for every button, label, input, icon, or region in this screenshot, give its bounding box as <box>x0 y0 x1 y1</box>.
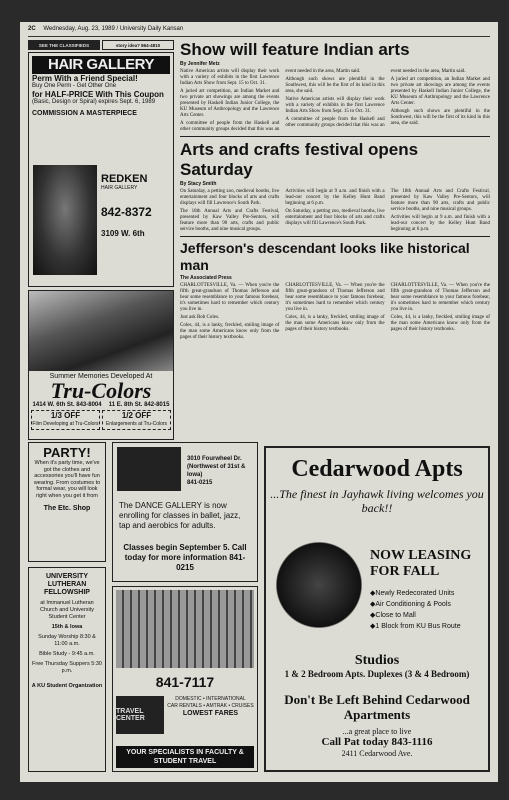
church-bible-study: Bible Study - 9:45 a.m. <box>39 651 95 657</box>
cedarwood-features <box>370 588 461 632</box>
coupon-enlargements: 1/2 OFF Enlargements at Tru-Colors <box>102 410 171 430</box>
cedarwood-units: Studios 1 & 2 Bedroom Apts. Duplexes (3 & 4 Bedroom) <box>284 653 470 679</box>
trucolors-addresses <box>29 402 173 408</box>
church-footer: A KU Student Organization <box>31 683 103 689</box>
feature-item: ◆ Close to Mall <box>370 610 461 621</box>
headline-arts-crafts: Arts and crafts festival opens Saturday <box>180 140 419 179</box>
classifieds-tag: SEE THE CLASSIFIEDS <box>28 40 100 50</box>
cedarwood-contact: ...a great place to live Call Pat today 843-1116 2411 Cedarwood Ave. <box>321 727 433 758</box>
trucolors-photo <box>29 291 173 371</box>
cedarwood-tagline: ...The finest in Jayhawk living welcomes you back!! <box>270 487 484 515</box>
trucolors-address-2: 11 E. 8th St. 842-8015 <box>108 402 170 408</box>
cedarwood-ad <box>264 446 490 772</box>
byline-arts-crafts: By Stacy Smith <box>180 181 217 187</box>
hair-salon-name: HAIR GALLERY <box>101 185 138 191</box>
church-suppers: Free Thursday Suppers 5:30 p.m. <box>32 661 102 674</box>
hair-commission: COMMISSION A MASTERPIECE <box>32 110 137 117</box>
travel-services: DOMESTIC • INTERNATIONAL CAR RENTALS • AMTRAK • CRUISES LOWEST FARES <box>167 696 254 717</box>
article-indian-arts: Native American artists will display their work with a variety of exhibits in the first Lawrence Indian Arts Show from Sept. 15 to Oct. 31. A juried art competition, an Indian Market and two private art showings are among the events presented by Haskell Indian Junior College, the KU Museum of Anthropology and the Lawrence Arts Center. A committee of people from the Haskell and other community groups decided that this was an event needed in the area, Martin said. Although such shows are plentiful in the Southwest, this will be the first of its kind in this area, she said. Native American artists will display their work with a variety of exhibits in the first Lawrence Indian Arts Show from Sept. 15 to Oct. 31. A committee of people from the Haskell and other community groups decided that this was an event needed in the area, Martin said. A juried art competition, an Indian Market and two private art showings are among the events presented by Haskell Indian Junior College, the KU Museum of Anthropology and the Lawrence Arts Center. Although such shows are plentiful in the Southwest, this will be the first of its kind in this area, she said. <box>180 69 490 132</box>
feature-item: ◆ Newly Redecorated Units <box>370 588 461 599</box>
byline-jefferson: The Associated Press <box>180 275 232 281</box>
article-arts-crafts: On Saturday, a petting zoo, medieval booths, live entertainment and four blocks of arts and crafts displays will fill Lawrence's South Park. The 18th Annual Arts and Crafts Festival, presented by Kaw Valley Pre-Sentors, will feature more than 90 arts, crafts and public service booths, and nine musical groups. Activities will begin at 9 a.m. and finish with a lead-our concert by the Kelley Hunt Band beginning at 6 p.m. On Saturday, a petting zoo, medieval booths, live entertainment and four blocks of arts and crafts displays will fill Lawrence's South Park. The 18th Annual Arts and Crafts Festival, presented by Kaw Valley Pre-Sentors, will feature more than 90 arts, crafts and public service booths, and nine musical groups. Activities will begin at 9 a.m. and finish with a lead-our concert by the Kelley Hunt Band beginning at 6 p.m. <box>180 189 490 232</box>
bottom-ad-area <box>28 442 490 777</box>
hair-gallery-ad <box>28 52 174 287</box>
travel-illustration <box>116 590 254 668</box>
dance-gallery-ad <box>112 442 258 582</box>
party-text: When it's party time, we've got the clothes and accessories you'll have fun wearing. From costumes to formal wear, you will look right when you get it from <box>33 460 101 499</box>
trucolors-ad <box>28 290 174 440</box>
dance-logo <box>117 447 181 491</box>
headline-jefferson: Jefferson's descendant looks like historical man <box>180 240 470 273</box>
trucolors-coupons <box>29 410 173 430</box>
lutheran-fellowship-ad <box>28 567 106 772</box>
hair-offer-1: Perm With a Friend Special! <box>32 74 138 83</box>
story-idea-tag: story idea? 864-4810 <box>102 40 174 50</box>
hair-model-photo <box>33 165 97 275</box>
travel-center-ad <box>112 586 258 772</box>
dance-description: The DANCE GALLERY is now enrolling for classes in ballet, jazz, tap and aerobics for adults. <box>119 501 241 530</box>
newspaper-page <box>20 22 498 782</box>
jayhawk-illustration <box>276 540 362 640</box>
left-ad-column <box>28 40 174 438</box>
tag-row <box>28 40 174 50</box>
dance-cta: Classes begin September 5. Call today for more information 841-0215 <box>123 543 247 572</box>
article-jefferson: CHARLOTTESVILLE, Va. — When you're the fifth great-grandson of Thomas Jefferson and bear some resemblance to your famous forebear, it's sometimes hard to remember which century you live in. Just ask Bob Coles. Coles, 44, is a lanky, freckled, smiling image of the man some Americans know only from the pages of their history textbooks. CHARLOTTESVILLE, Va. — When you're the fifth great-grandson of Thomas Jefferson and bear some resemblance to your famous forebear, it's sometimes hard to remember which century you live in. Coles, 44, is a lanky, freckled, smiling image of the man some Americans know only from the pages of their history textbooks. CHARLOTTESVILLE, Va. — When you're the fifth great-grandson of Thomas Jefferson and bear some resemblance to your famous forebear, it's sometimes hard to remember which century you live in. Coles, 44, is a lanky, freckled, smiling image of the man some Americans know only from the pages of their history textbooks. <box>180 283 490 340</box>
trucolors-address-1: 1414 W. 6th St. 843-8004 <box>32 402 102 408</box>
travel-center-logo: TRAVEL CENTER <box>116 696 164 734</box>
dateline: Wednesday, Aug. 23, 1989 / University Daily Kansan <box>43 26 184 32</box>
trucolors-logo: Tru-Colors <box>50 378 152 403</box>
page-number: 2C <box>28 26 36 32</box>
hair-info <box>101 173 171 238</box>
travel-phone: 841-7117 <box>155 674 215 690</box>
headline-indian-arts: Show will feature Indian arts <box>180 40 410 59</box>
hair-phone: 842-8372 <box>101 205 152 219</box>
church-name: UNIVERSITY LUTHERAN FELLOWSHIP <box>44 573 90 596</box>
hair-fine-print: (Basic, Design or Spiral) expires Sept. 6, 1989 <box>32 99 156 105</box>
etc-shop-ad <box>28 442 106 562</box>
hair-gallery-title: HAIR GALLERY <box>32 56 170 74</box>
page-header <box>28 26 490 37</box>
hair-offer-2: Buy One Perm - Get Other One <box>32 83 117 89</box>
byline-indian-arts: By Jennifer Metz <box>180 61 220 67</box>
feature-item: ◆ 1 Block from KU Bus Route <box>370 621 461 632</box>
dance-address: 3010 Fourwheel Dr. (Northwest of 31st & Iowa) 841-0215 <box>187 456 246 486</box>
now-leasing: NOW LEASING FOR FALL <box>370 548 472 579</box>
travel-row <box>116 696 254 734</box>
hair-address: 3109 W. 6th <box>101 229 145 238</box>
cedarwood-title: Cedarwood Apts <box>291 456 463 482</box>
church-location: at Immanuel Lutheran Church and University Student Center <box>39 600 95 620</box>
etc-shop-name: The Etc. Shop <box>43 505 91 512</box>
divider <box>180 136 490 137</box>
church-address: 15th & Iowa <box>51 624 83 630</box>
hair-offer-3: for HALF-PRICE With This Coupon <box>32 90 164 99</box>
cedarwood-slogan: Don't Be Left Behind Cedarwood Apartments <box>284 692 470 722</box>
coupon-film: 1/3 OFF Film Developing at Tru-Colors <box>31 410 100 430</box>
feature-item: ◆ Air Conditioning & Pools <box>370 599 461 610</box>
party-headline: PARTY! <box>43 445 91 460</box>
travel-footer: YOUR SPECIALISTS IN FACULTY & STUDENT TRAVEL <box>116 746 254 768</box>
divider <box>180 236 490 237</box>
trucolors-headline: Summer Memories Developed At <box>49 373 153 380</box>
church-worship: Sunday Worship 8:30 & 11:00 a.m. <box>38 634 96 647</box>
news-column <box>180 40 490 341</box>
redken-brand: REDKEN <box>101 173 148 185</box>
